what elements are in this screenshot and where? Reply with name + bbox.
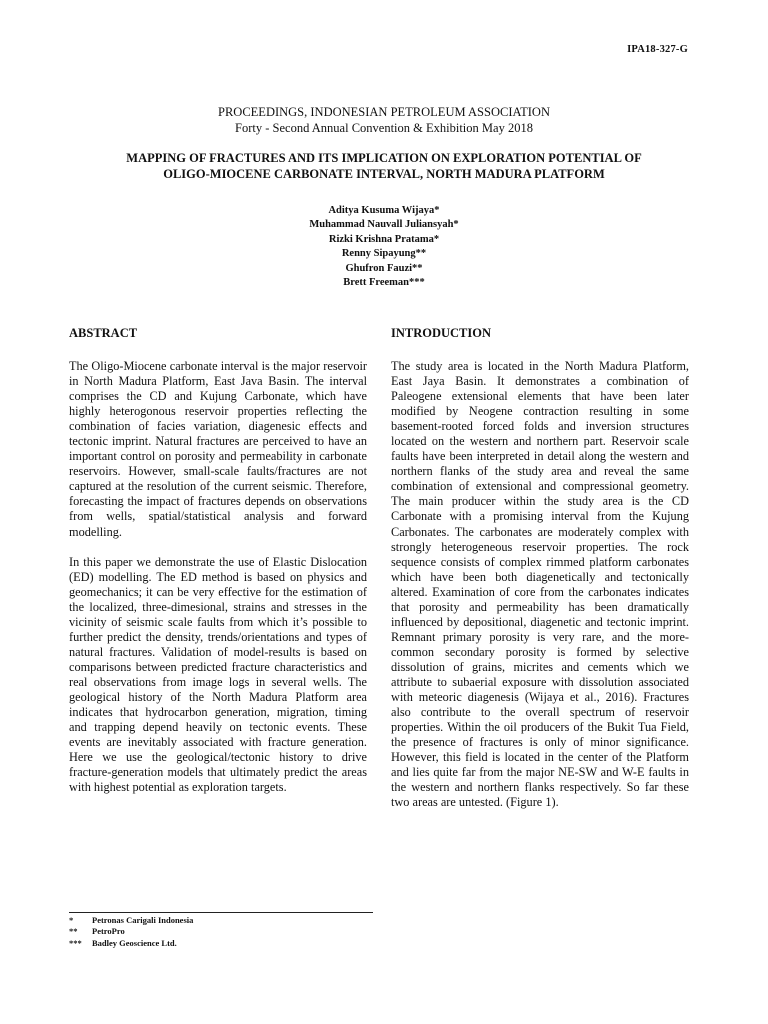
convention-line: Forty - Second Annual Convention & Exhibition May 2018 — [235, 121, 533, 135]
author-name: Brett Freeman*** — [343, 277, 425, 289]
paper-id: IPA18-327-G — [627, 44, 688, 55]
abstract-column — [69, 325, 367, 810]
introduction-paragraph-1: The study area is located in the North Madura Platform, East Jaya Basin. It demonstrates a combination of Paleogene extensional elements that have been later modified by Neogene contraction resulting in some basement-rooted forced folds and inversion structures located on the western and northern part. Reservoir scale faults have been interpreted in detail along the western and northern flanks of the study area and reveal the same combination of extensional and compressional geometry. The main producer within the study area is the CD Carbonate with a promising interval from the Kujung Carbonates. The carbonates are moderately complex with strongly heterogeneous reservoir properties. The rock sequence consists of complex rimmed platform carbonates which have been both diagenetically and tectonically altered. Examination of core from the carbonates indicates that porosity and permeability has been dramatically influenced by depositional, diagenetic and tectonic imprint. Remnant primary porosity is very rare, and the more-common secondary porosity is formed by selective dissolution of grains, micrites and cements which we attribute to subaerial exposure with dissolution associated with meteoric diagenesis (Wijaya et al., 2016). Fractures also contribute to the overall spectrum of reservoir properties. Within the oil producers of the Bukit Tua Field, the presence of fractures is only of minor significance. However, this field is located in the center of the Platform and lies quite far from the major NE-SW and W-E faults in the western and northern flanks respectively. So far these two areas are untested. (Figure 1). — [391, 359, 689, 810]
paper-title-line-1: MAPPING OF FRACTURES AND ITS IMPLICATION ON EXPLORATION POTENTIAL OF — [126, 151, 642, 165]
author-name: Rizki Krishna Pratama* — [328, 233, 440, 245]
footnote-text: Badley Geoscience Ltd. — [92, 937, 177, 948]
introduction-heading: INTRODUCTION — [391, 326, 492, 340]
footnote-mark: * — [69, 915, 74, 925]
title-block — [0, 104, 768, 290]
author-name: Renny Sipayung** — [341, 248, 427, 260]
footnote — [69, 926, 193, 937]
paper-title — [0, 150, 768, 182]
author-name: Muhammad Nauvall Juliansyah* — [309, 219, 459, 231]
footnotes — [69, 915, 193, 949]
author-name: Aditya Kusuma Wijaya* — [328, 205, 440, 216]
paper-title-line-2: OLIGO-MIOCENE CARBONATE INTERVAL, NORTH MADURA PLATFORM — [163, 167, 605, 181]
footnote-text: Petronas Carigali Indonesia — [92, 915, 194, 925]
abstract-paragraph-2: In this paper we demonstrate the use of Elastic Dislocation (ED) modelling. The ED method is based on physics and geomechanics; it can be very effective for the estimation of the localized, three-dimesional, strains and stresses in the vicinity of seismic scale faults from which it’s possible to further predict the density, trends/orientations and types of natural fractures. Validation of model-results is based on comparisons between predicted fracture characteristics and real observations from image logs in several wells. The geological history of the North Madura Platform area indicates that hydrocarbon generation, migration, timing and trapping depend heavily on tectonic events. These events are inevitably associated with fracture generation. Here we use the geological/tectonic history to drive fracture-generation models that ultimately predict the areas with highest potential as exploration targets. — [69, 554, 367, 795]
introduction-column — [391, 325, 689, 825]
footnote-text: PetroPro — [92, 926, 125, 937]
organization-line: PROCEEDINGS, INDONESIAN PETROLEUM ASSOCIATION — [218, 105, 550, 119]
abstract-paragraph-1: The Oligo-Miocene carbonate interval is the major reservoir in North Madura Platform, East Java Basin. The interval comprises the CD and Kujung Carbonate, which have highly heterogonous reservoir properties reflecting the combination of facies variation, diagenesic effects and tectonic imprint. Natural fractures are perceived to have an important control on porosity and permeability in carbonate reservoirs. However, small-scale faults/fractures are not captured at the resolution of the current seismic. Therefore, forecasting the impact of fractures depends on observations from wells, spatial/statistical analysis and forward modelling. — [69, 359, 367, 539]
footnote-mark: ** — [69, 926, 78, 937]
footnote — [69, 915, 193, 926]
author-name: Ghufron Fauzi** — [345, 262, 423, 274]
footnote — [69, 938, 193, 949]
author-list — [0, 204, 768, 290]
footnote-divider — [69, 912, 373, 913]
footnote-mark: *** — [69, 937, 82, 948]
abstract-heading: ABSTRACT — [69, 326, 138, 340]
